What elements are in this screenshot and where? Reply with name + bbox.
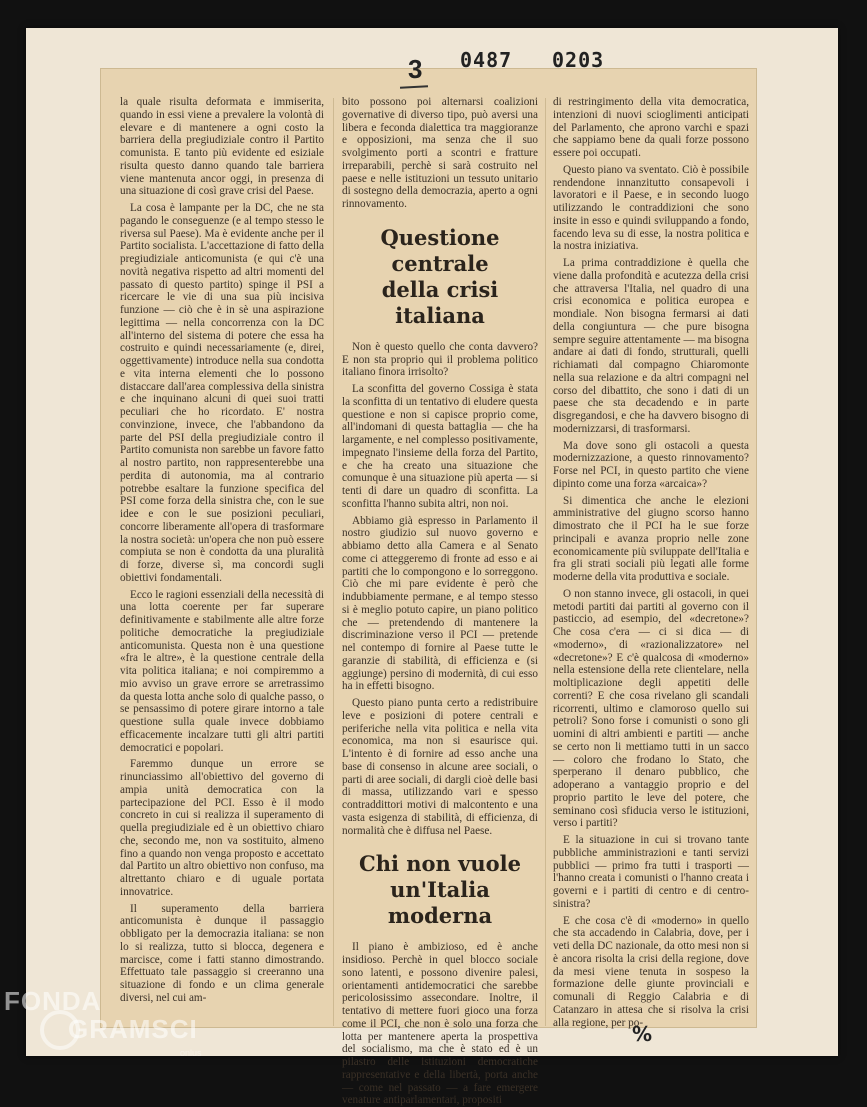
watermark-text-line1: FONDA bbox=[4, 986, 102, 1016]
section-headline bbox=[342, 225, 538, 329]
paragraph: La sconfitta del governo Cossiga è stata la sconfitta di un tentativo di eludere questa questione e non si capisce proprio come, all'indomani di questa battaglia — che ha largamente, e nel complesso positivamente, impegnato l'insieme della forza del Partito, e che ha creato una situazione che comunque è una situazione più aperta — si tenti di dare un quadro di sconfitta. La sconfitta l'hanno subita altri, non noi. bbox=[342, 383, 538, 510]
paragraph: Questo piano va sventato. Ciò è possibile rendendone innanzitutto consapevoli i lavoratori e il Paese, e in secondo luogo utilizzando le contraddizioni che sono insite in esso e quindi sviluppando a fondo, facendo leva su di esse, la nostra politica e la nostra iniziativa. bbox=[553, 163, 749, 253]
article-column-3 bbox=[553, 96, 749, 1029]
paragraph: bito possono poi alternarsi coalizioni governative di diverso tipo, può aversi una libera e feconda dialettica tra maggioranze e opposizioni, ma senza che il suo svolgimento porti a scontri e fratture irreparabili, perchè si sarà costruito nel paese e nelle istituzioni un tessuto unitario di sostegno della democrazia, aperto a ogni rinnovamento. bbox=[342, 96, 538, 210]
paragraph: La cosa è lampante per la DC, che ne sta pagando le conseguenze (e al tempo stesso le riversa sul Paese). Ma è evidente anche per il Partito socialista. L'accettazione di fatto della pregiudiziale anticomunista (e qui c'è una novità negativa rispetto ad altri momenti del passato di questo partito) spinge il PSI a ricercare le vie di una sua più incisiva funzione — ciò che è in sè una aspirazione legittima — nella concorrenza con la DC all'interno del sistema di potere che essa ha costruito e quindi necessariamente (e, direi, oggettivamente) introduce nella sua condotta e vita interna elementi che lo possono distaccare dall'area complessiva della sinistra e che inquinano alcuni di quei suoi tratti peculiari che ho ricordato. E' nostra convinzione, invece, che l'abbandono da parte del PSI della pregiudiziale contro il Partito comunista non sarebbe un favore fatto al nostro partito, non rappresenterebbe una perdita di autonomia, ma al contrario potrebbe esaltare la funzione specifica del PSI come forza della sinistra che, con le sue idee e con le sue posizioni peculiari, concorre liberamente all'opera di trasformare la nostra società: un'opera che non può essere compiuta se non è condotta da una pluralità di forze, diverse sì, ma concordi sugli obiettivi fondamentali. bbox=[120, 202, 324, 584]
watermark-text-line2: GRAMSCI bbox=[68, 1014, 198, 1044]
headline-line: della crisi italiana bbox=[381, 276, 499, 328]
paragraph: di restringimento della vita democratica, intenzioni di nuovi scioglimenti anticipati del Parlamento, che aprono varchi e spazi che sappiamo bene da quali forze possono essere poi occupati. bbox=[553, 96, 749, 159]
handwritten-page-number: 3 bbox=[408, 54, 423, 84]
archive-stamp-right: 0203 bbox=[552, 48, 605, 72]
paragraph: E la situazione in cui si trovano tante pubbliche amministrazioni e tanti servizi pubblici — primo fra tutti i trasporti — l'hanno creata i comunisti o l'hanno creata i governi e i partiti di centro e di centro-sinistra? bbox=[553, 834, 749, 910]
article-column-2 bbox=[342, 96, 538, 1107]
paragraph: Ecco le ragioni essenziali della necessità di una lotta coerente per far superare definitivamente e stabilmente alle altre forze politiche democratiche la pregiudiziale anticomunista. Questa non è una questione «fra le altre», è la questione centrale della vita politica italiana; e noi compiremmo a mio avviso un grave errore se arretrassimo da questa lotta anche solo di qualche passo, o se pensassimo di potere girare intorno a tale questione sulla quale invece dobbiamo efficacemente incalzare tutti gli altri partiti democratici e popolari. bbox=[120, 588, 324, 754]
section-headline bbox=[342, 851, 538, 929]
watermark-text-line3: onlus bbox=[180, 1048, 202, 1058]
archive-stamp-left: 0487 bbox=[460, 48, 513, 72]
handwritten-continuation-mark: % bbox=[632, 1022, 653, 1046]
paragraph: Il piano è ambizioso, ed è anche insidioso. Perchè in quel blocco sociale sono latenti, e possono divenire palesi, orientamenti antidemocratici che sarebbe pericolosissimo assecondare. Inoltre, il tentativo di mettere fuori gioco una forza come il PCI, che non è solo una forza che lotta per mantenere aperta la prospettiva del socialismo, ma che è stato ed è un pilastro delle istituzioni democratiche rappresentative e della libertà, porta anche — come nel passato — a fare emergere venature antiparlamentari, propositi bbox=[342, 941, 538, 1107]
paragraph: Faremmo dunque un errore se rinunciassimo all'obiettivo del governo di ampia unità democratica con la partecipazione del PCI. Esso è il modo concreto in cui si realizza il superamento di quella pregiudiziale ed è un obiettivo chiaro che, secondo me, non va sostituito, almeno fino a quando non venga proposto e accettato dal Partito un altro obiettivo non confuso, ma altrettanto chiaro e di uguale portata innovatrice. bbox=[120, 758, 324, 898]
paragraph: Questo piano punta certo a redistribuire leve e posizioni di potere centrali e periferiche nella vita politica e nella vita economica, ma non si esaurisce qui. L'intento è di fornire ad esso anche una base di consenso in alcune aree sociali, o parti di aree sociali, di dargli cioè delle basi di massa, utilizzando vari e spesso contraddittori motivi di malcontento e una vasta esigenza di stabilità, di efficienza, di normalità che è diffusa nel Paese. bbox=[342, 697, 538, 837]
paragraph: Non è questo quello che conta davvero? E non sta proprio qui il problema politico italiano finora irrisolto? bbox=[342, 340, 538, 379]
paragraph: Abbiamo già espresso in Parlamento il nostro giudizio sul nuovo governo e abbiamo detto alla Camera e al Senato come ci atteggeremo di fronte ad esso e ai partiti che lo compongono e lo sorreggono. Ciò che mi pare evidente è però che indubbiamente permane, e al tempo stesso si è meglio potuto capire, un piano politico che — pretendendo di mantenere la discriminazione verso il PCI — pretende nel contempo di fornire al Paese tutte le garanzie di stabilità, di efficienza e (si aggiunge) persino di modernità, di cui esso ha in effetti bisogno. bbox=[342, 514, 538, 693]
watermark-logo bbox=[4, 986, 224, 1066]
paragraph: Si dimentica che anche le elezioni amministrative del giugno scorso hanno dimostrato che il PCI ha le sue forze principali e avanza proprio nelle zone economicamente più sviluppate dell'Italia e fra gli strati sociali più legati alle forme moderne della vita produttiva e sociale. bbox=[553, 494, 749, 583]
paragraph: La prima contraddizione è quella che viene dalla profondità e acutezza della crisi che attraversa l'Italia, nel quadro di una crisi economica e politica europea e mondiale. Non bisogna fermarsi ai dati della congiuntura — che pure bisogna sempre seguire attentamente — ma bisogna andare ai dati di fondo, strutturali, quelli richiamati dal compagno Chiaromonte nella sua relazione e da altri compagni nel corso del dibattito, che sono i dati di un paese che sta decadendo e in parte disgregandosi, e che ha davvero bisogno di modernizzarsi, di trasformarsi. bbox=[553, 257, 749, 435]
paragraph: la quale risulta deformata e immiserita, quando in essi viene a prevalere la volontà di elevare e di mantenere a ogni costo la barriera della pregiudiziale contro il Partito comunista. E tanto più evidente ed esiziale risulta questo danno quando tale barriera viene mantenuta ancor oggi, in presenza di una situazione di così grave crisi del Paese. bbox=[120, 96, 324, 198]
paragraph: E che cosa c'è di «moderno» in quello che sta accadendo in Calabria, dove, per i veti della DC nazionale, da otto mesi non si è ancora risolta la crisi della regione, dove da mesi viene tenuta in sospeso la formazione delle giunte provinciali e comunali di Reggio Calabria e di Catanzaro in attesa che si risolva la crisi alla regione, per po- bbox=[553, 914, 749, 1029]
column-divider bbox=[333, 98, 334, 1026]
article-column-1 bbox=[120, 96, 324, 1026]
column-divider bbox=[545, 98, 546, 1026]
paragraph: Ma dove sono gli ostacoli a questa modernizzazione, a questo rinnovamento? Forse nel PCI, in questo partito che viene dipinto come una forza «arcaica»? bbox=[553, 439, 749, 490]
paragraph: Il superamento della barriera anticomunista è dunque il passaggio obbligato per la democrazia italiana: se non lo si realizza, tutto si blocca, degenera e marcisce, come i fatti stanno dimostrando. Effettuato tale passaggio si creeranno una situazione di fondo e un clima generale diversi, nel cui am- bbox=[120, 902, 324, 1004]
headline-line: Questione centrale bbox=[380, 224, 500, 276]
paragraph: O non stanno invece, gli ostacoli, in quei metodi partiti dai partiti al governo con il pasticcio, ad esempio, del «decretone»? Che cosa c'era — ci si dica — di «moderno», di «razionalizzatore» nel «decretone»? E c'è qualcosa di «moderno» nella estensione della rete clientelare, nella moltiplicazione degli appetiti delle correnti? E che cosa rivelano gli scandali ricorrenti, ultimo e clamoroso quello sui petroli? Sono forse i comunisti o sono gli uomini di altri ambienti e partiti — anche se certo non li mettiamo tutti in un sacco — coloro che frodano lo Stato, che sperperano il denaro pubblico, che adoperano a vantaggio proprio e del proprio partito le leve del potere, che seminano così sfiducia verso le istituzioni, verso i partiti? bbox=[553, 587, 749, 830]
headline-line: Chi non vuole bbox=[359, 851, 521, 877]
headline-line: un'Italia moderna bbox=[387, 877, 493, 929]
